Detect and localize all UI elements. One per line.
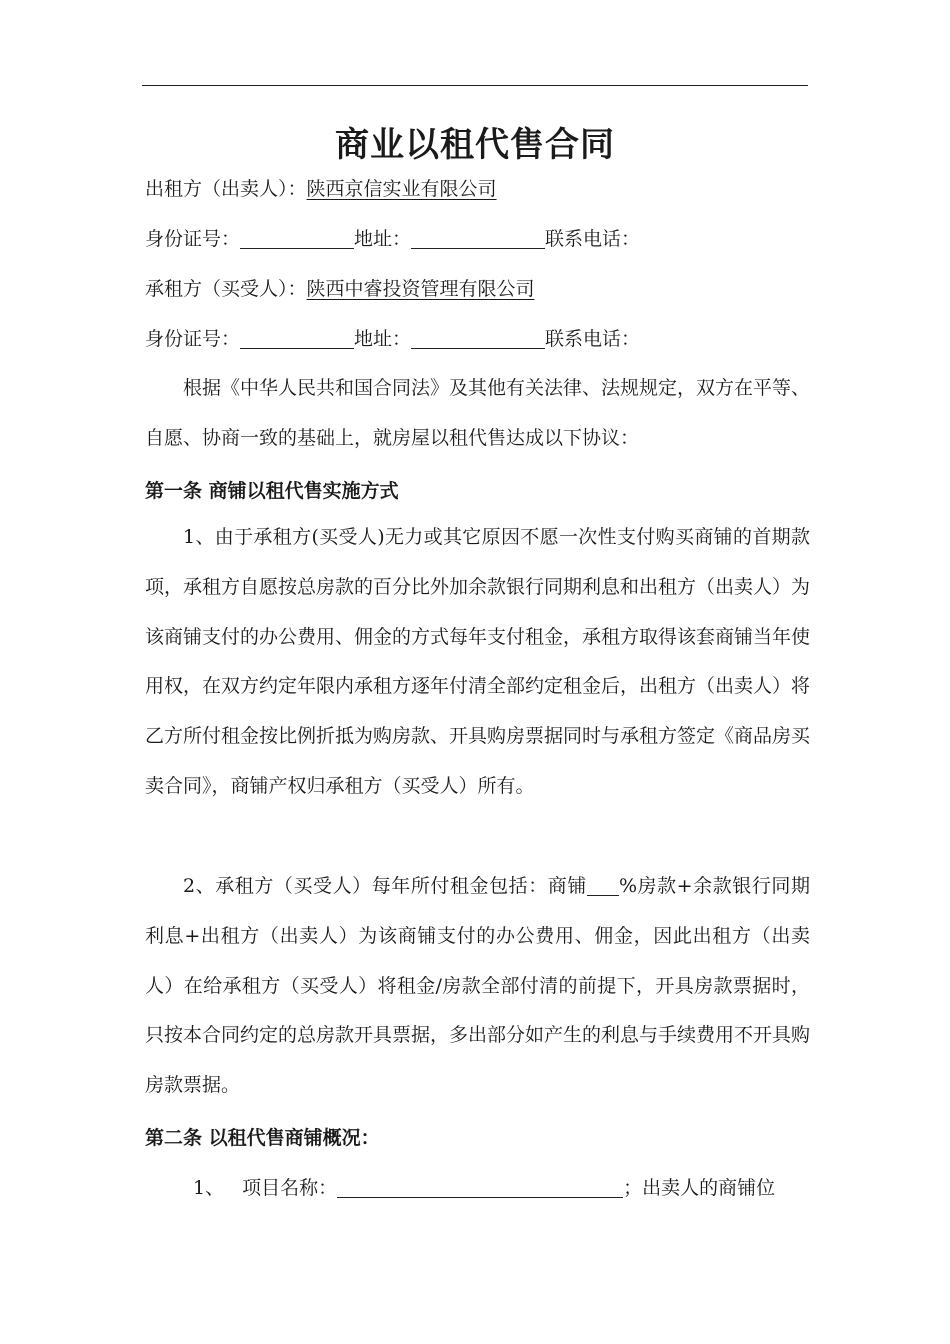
lessor-id-label: 身份证号：	[145, 228, 241, 250]
lessor-address-label: 地址：	[354, 228, 412, 250]
preamble-text: 根据《中华人民共和国合同法》及其他有关法律、法规规定，双方在平等、自愿、协商一致的基础上，就房屋以租代售达成以下协议：	[145, 377, 811, 449]
lessee-address-blank	[411, 328, 545, 349]
lessor-name: 陕西京信实业有限公司	[306, 178, 497, 200]
article1-heading: 第一条 商铺以租代售实施方式	[145, 480, 399, 502]
percentage-blank	[587, 875, 619, 896]
article1-clause2	[145, 862, 810, 1111]
lessee-line	[145, 276, 810, 302]
clause2-text-a: 2、承租方（买受人）每年所付租金包括：商铺	[183, 875, 587, 897]
lessee-address-label: 地址：	[354, 328, 412, 350]
header-rule	[142, 85, 808, 86]
project-name-blank	[337, 1177, 623, 1198]
article2-item1	[145, 1175, 810, 1201]
lessor-phone-label: 联系电话：	[545, 228, 641, 250]
article2-heading: 第二条 以租代售商铺概况：	[145, 1127, 380, 1149]
clause1-text: 1、由于承租方(买受人)无力或其它原因不愿一次性支付购买商铺的首期款项，承租方自愿按总房款的百分比外加余款银行同期利息和出租方（出卖人）为该商铺支付的办公费用、佣金的方式每年支付租金，承租方取得该套商铺当年使用权，在双方约定年限内承租方逐年付清全部约定租金后，出租方（出卖人）将乙方所付租金按比例折抵为购房款、开具购房票据同时与承租方签定《商品房买卖合同》，商铺产权归承租方（买受人）所有。	[145, 526, 811, 797]
item1-tail: ；出卖人的商铺位	[623, 1177, 776, 1199]
item1-label: 项目名称：	[242, 1177, 338, 1199]
lessee-label: 承租方（买受人）：	[145, 278, 307, 300]
article1-clause1	[145, 513, 810, 812]
lessor-label: 出租方（出卖人）：	[145, 178, 307, 200]
lessee-id-label: 身份证号：	[145, 328, 241, 350]
contract-title: 商业以租代售合同	[335, 125, 615, 165]
lessee-name: 陕西中睿投资管理有限公司	[306, 278, 535, 300]
clause2-text-b: %房款+余款银行同期利息+出租方（出卖人）为该商铺支付的办公费用、佣金，因此出租方（出卖人）在给承租方（买受人）将租金/房款全部付清的前提下，开具房款票据时，只按本合同约定的总房款开具票据，多出部分如产生的利息与手续费用不开具购房款票据。	[145, 875, 811, 1097]
lessee-phone-label: 联系电话：	[545, 328, 641, 350]
lessor-address-blank	[411, 228, 545, 249]
lessee-contact-line	[145, 326, 810, 352]
item1-number: 1、	[193, 1177, 225, 1199]
lessor-id-blank	[240, 228, 354, 249]
preamble-paragraph	[145, 364, 810, 464]
lessor-line	[145, 176, 810, 202]
lessee-id-blank	[240, 328, 354, 349]
lessor-contact-line	[145, 226, 810, 252]
